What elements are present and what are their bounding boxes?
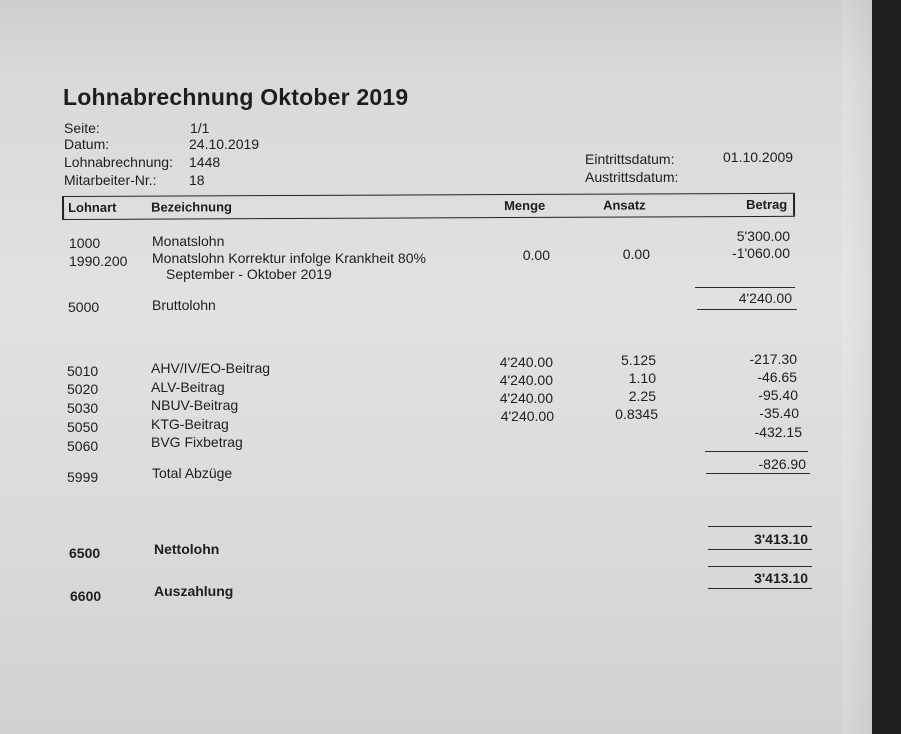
- entry-date-value: 01.10.2009: [723, 149, 794, 165]
- subtotal-line-top: [705, 451, 808, 452]
- meta-page-value: 1/1: [190, 120, 210, 136]
- table-header: [62, 193, 795, 220]
- row-desc: ALV-Beitrag: [151, 379, 225, 395]
- meta-employee-label: Mitarbeiter-Nr.:: [64, 172, 157, 188]
- row-code: 5999: [67, 469, 99, 485]
- row-code: 5060: [67, 438, 99, 454]
- col-header-bezeichnung: Bezeichnung: [151, 199, 232, 215]
- exit-date-label: Austrittsdatum:: [585, 169, 679, 185]
- row-amount: -826.90: [758, 456, 806, 472]
- row-quantity: 4'240.00: [499, 390, 553, 406]
- row-code: 5020: [67, 381, 99, 397]
- row-desc: Nettolohn: [154, 541, 220, 557]
- col-header-lohnart: Lohnart: [68, 199, 117, 215]
- row-desc: BVG Fixbetrag: [151, 434, 243, 450]
- row-code: 6500: [69, 545, 101, 561]
- meta-payslip-value: 1448: [189, 154, 221, 170]
- row-amount: -1'060.00: [732, 245, 790, 261]
- row-amount: -46.65: [757, 369, 797, 385]
- row-code: 1000: [69, 235, 101, 251]
- row-amount: 4'240.00: [738, 290, 792, 306]
- subtotal-line-bottom: [697, 309, 797, 310]
- row-code: 6600: [70, 588, 102, 604]
- meta-page-label: Seite:: [64, 120, 100, 136]
- row-rate: 2.25: [628, 388, 656, 404]
- row-amount: -432.15: [754, 424, 802, 440]
- row-desc: KTG-Beitrag: [151, 416, 229, 432]
- meta-date-value: 24.10.2019: [189, 136, 260, 152]
- row-amount: 5'300.00: [736, 228, 790, 244]
- col-header-betrag: Betrag: [746, 196, 788, 213]
- row-desc: NBUV-Beitrag: [151, 397, 239, 413]
- total-line-top: [708, 526, 812, 527]
- row-amount: -217.30: [749, 351, 797, 367]
- total-line-bottom: [708, 588, 812, 589]
- row-code: 5050: [67, 419, 99, 435]
- subtotal-line-bottom: [706, 473, 810, 474]
- entry-date-label: Eintrittsdatum:: [585, 151, 675, 167]
- row-amount: 3'413.10: [754, 570, 808, 586]
- row-desc-line2: September - Oktober 2019: [166, 266, 332, 282]
- row-rate: 1.10: [628, 370, 656, 386]
- row-code: 5000: [68, 299, 100, 315]
- total-line-top: [708, 566, 812, 567]
- row-desc: AHV/IV/EO-Beitrag: [151, 360, 271, 376]
- row-quantity: 4'240.00: [499, 354, 553, 370]
- row-quantity: 4'240.00: [499, 372, 553, 388]
- row-rate: 0.8345: [615, 406, 658, 422]
- total-line-bottom: [708, 549, 812, 550]
- row-desc: Total Abzüge: [152, 465, 233, 481]
- row-code: 1990.200: [69, 253, 128, 269]
- row-quantity: 4'240.00: [500, 408, 554, 424]
- subtotal-line-top: [695, 287, 795, 288]
- row-desc: Bruttolohn: [152, 297, 216, 313]
- row-amount: -95.40: [758, 387, 798, 403]
- col-header-ansatz: Ansatz: [603, 197, 646, 213]
- row-desc: Monatslohn Korrektur infolge Krankheit 80%: [152, 250, 426, 266]
- meta-employee-value: 18: [189, 172, 205, 188]
- row-rate: 0.00: [622, 246, 650, 262]
- row-amount: -35.40: [759, 405, 799, 421]
- document-title: Lohnabrechnung Oktober 2019: [63, 84, 409, 110]
- row-code: 5030: [67, 400, 99, 416]
- meta-payslip-label: Lohnabrechnung:: [64, 154, 173, 170]
- row-desc: Auszahlung: [154, 583, 234, 599]
- col-header-menge: Menge: [504, 197, 546, 214]
- row-code: 5010: [67, 363, 99, 379]
- row-desc: Monatslohn: [152, 233, 225, 249]
- row-quantity: 0.00: [522, 247, 550, 263]
- row-amount: 3'413.10: [754, 531, 808, 547]
- row-rate: 5.125: [620, 352, 656, 368]
- meta-date-label: Datum:: [64, 136, 110, 152]
